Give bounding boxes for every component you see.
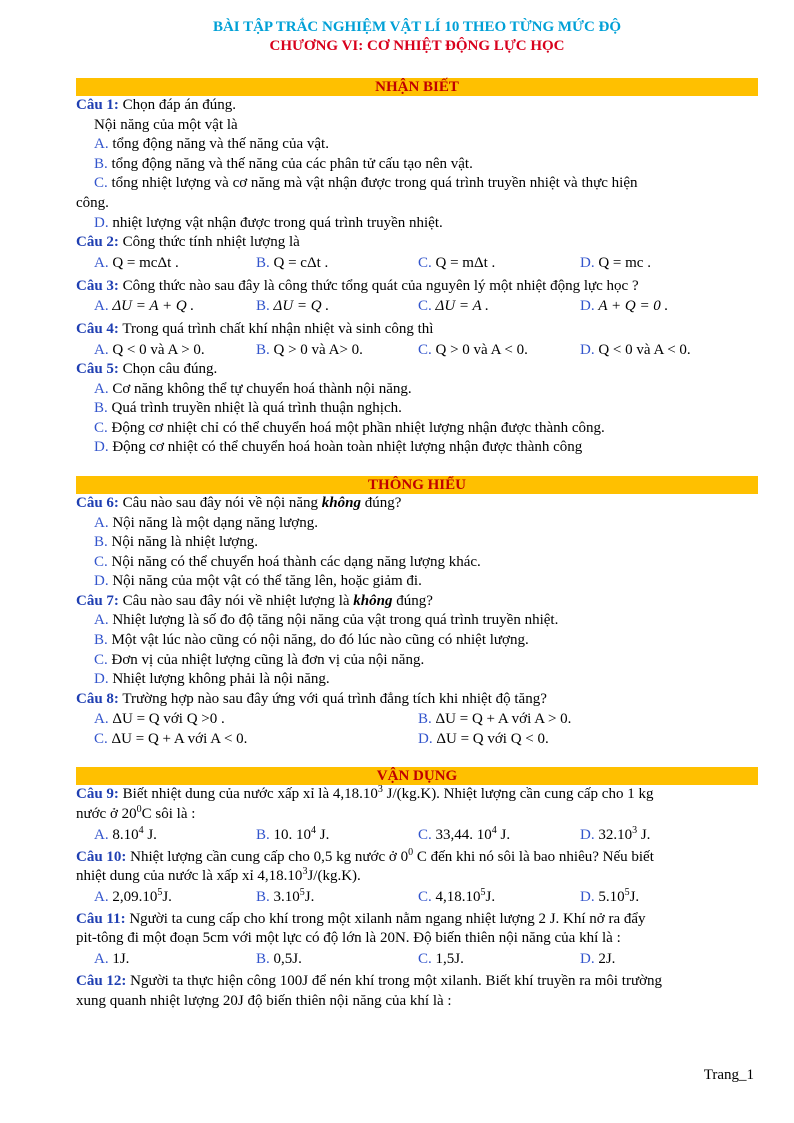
question-1-stem: Nội năng của một vật là xyxy=(94,116,238,133)
options-row xyxy=(76,949,758,969)
chapter-title: CHƯƠNG VI: CƠ NHIỆT ĐỘNG LỰC HỌC xyxy=(269,38,565,54)
option-c: C. ΔU = A . xyxy=(418,298,489,315)
option-d: D. 5.10$^5$J. xyxy=(580,886,640,905)
option-c: C. 4,18.10$^5$J. xyxy=(418,886,496,905)
question-label: Câu 1: xyxy=(76,97,119,113)
question-10: Câu 10: Nhiệt lượng cần cung cấp cho 0,5 kg nước ở $0^0$ C đến khi nó sôi là bao nhiêu? Nếu biết xyxy=(76,846,654,865)
option-d: D. A + Q = 0 . xyxy=(580,298,669,315)
options-row xyxy=(76,253,758,273)
option-d: D. 32.10$^3$ J. xyxy=(580,824,651,843)
question-text: Chọn đáp án đúng. xyxy=(118,97,236,113)
option-d: D. Q < 0 và A < 0. xyxy=(580,341,691,358)
section-band-thong-hieu: THÔNG HIỂU xyxy=(76,476,758,494)
option-d: D. Nhiệt lượng không phải là nội năng. xyxy=(94,671,330,688)
option-c: C. Động cơ nhiệt chỉ có thể chuyển hoá một phần nhiệt lượng nhận được thành công. xyxy=(94,419,605,436)
option-b: B. 0,5J. xyxy=(256,951,302,967)
option-c: C. 33,44. $10^4$ J. xyxy=(418,824,511,843)
option-b: B. ΔU = Q + A với A > 0. xyxy=(418,711,572,728)
option-c: C. Đơn vị của nhiệt lượng cũng là đơn vị của nội năng. xyxy=(94,651,425,668)
question-2: Câu 2: Công thức tính nhiệt lượng là xyxy=(76,234,300,251)
question-6: Câu 6: Câu nào sau đây nói về nội năng không đúng? xyxy=(76,494,402,511)
option-d: D. nhiệt lượng vật nhận được trong quá trình truyền nhiệt. xyxy=(94,214,443,231)
question-11-continued: pit-tông đi một đoạn 5cm với một lực có độ lớn là 20N. Độ biến thiên nội năng của khí là : xyxy=(76,930,621,947)
option-a: A. 8.10$^4$ J. xyxy=(94,824,157,843)
option-b: B. 10. $10^4$ J. xyxy=(256,824,330,843)
option-a: A. Nội năng là một dạng năng lượng. xyxy=(94,514,318,531)
question-8: Câu 8: Trường hợp nào sau đây ứng với quá trình đẳng tích khi nhiệt độ tăng? xyxy=(76,690,547,707)
question-9: Câu 9: Biết nhiệt dung của nước xấp xỉ là 4,18.10$^3$ J/(kg.K). Nhiệt lượng cần cung cấp cho 1 kg xyxy=(76,784,654,803)
option-b: B. Q = cΔt . xyxy=(256,254,329,271)
option-d: D. Q = mc . xyxy=(580,254,651,271)
option-a: A. ΔU = Q với Q >0 . xyxy=(94,711,225,728)
option-c: C. 1,5J. xyxy=(418,951,464,967)
option-b: B. Một vật lúc nào cũng có nội năng, do đó lúc nào cũng có nhiệt lượng. xyxy=(94,632,529,649)
option-c-continued: công. xyxy=(76,194,109,211)
options-row xyxy=(76,340,758,360)
option-b: B. Q > 0 và A> 0. xyxy=(256,341,363,358)
option-a: A. 1J. xyxy=(94,951,130,967)
options-row xyxy=(76,729,758,749)
option-d: D. Động cơ nhiệt có thể chuyển hoá hoàn toàn nhiệt lượng nhận được thành công xyxy=(94,439,583,456)
option-a: A. Nhiệt lượng là số đo độ tăng nội năng của vật trong quá trình truyền nhiệt. xyxy=(94,612,559,629)
option-c: C. Nội năng có thể chuyển hoá thành các dạng năng lượng khác. xyxy=(94,553,481,570)
options-row xyxy=(76,825,758,845)
option-a: A. ΔU = A + Q . xyxy=(94,298,195,315)
option-a: A. 2,09.10$^5$J. xyxy=(94,886,172,905)
option-b: B. Nội năng là nhiệt lượng. xyxy=(94,534,258,551)
doc-title: BÀI TẬP TRẮC NGHIỆM VẬT LÍ 10 THEO TỪNG MỨC ĐỘ xyxy=(212,19,622,35)
question-4: Câu 4: Trong quá trình chất khí nhận nhiệt và sinh công thì xyxy=(76,321,434,338)
option-b: B. ΔU = Q . xyxy=(256,298,330,315)
question-9-continued: nước ở $20^0C$ sôi là : xyxy=(76,804,196,823)
document-page xyxy=(76,14,758,1011)
option-a: A. Cơ năng không thể tự chuyển hoá thành nội năng. xyxy=(94,380,412,397)
option-d: D. Nội năng của một vật có thể tăng lên, hoặc giảm đi. xyxy=(94,573,422,590)
option-c: C. Q = mΔt . xyxy=(418,254,496,271)
option-a: A. tổng động năng và thế năng của vật. xyxy=(94,136,329,153)
option-c: C. Q > 0 và A < 0. xyxy=(418,341,528,358)
option-d: D. ΔU = Q với Q < 0. xyxy=(418,731,549,748)
question-3: Câu 3: Công thức nào sau đây là công thức tổng quát của nguyên lý một nhiệt động lực học ? xyxy=(76,277,639,294)
question-12: Câu 12: Người ta thực hiện công 100J để nén khí trong một xilanh. Biết khí truyền ra môi trường xyxy=(76,973,663,989)
options-row xyxy=(76,296,758,316)
question-12-continued: xung quanh nhiệt lượng 20J độ biến thiên nội năng của khí là : xyxy=(76,992,452,1009)
options-row xyxy=(76,887,758,907)
option-d: D. 2J. xyxy=(580,951,616,967)
option-b: B. Quá trình truyền nhiệt là quá trình thuận nghịch. xyxy=(94,400,402,417)
question-1 xyxy=(76,96,758,116)
option-a: A. Q < 0 và A > 0. xyxy=(94,341,205,358)
page-number: Trang_1 xyxy=(703,1067,754,1083)
question-11: Câu 11: Người ta cung cấp cho khí trong một xilanh nằm ngang nhiệt lượng 2 J. Khí nở ra đẩy xyxy=(76,910,646,927)
option-c: C. ΔU = Q + A với A < 0. xyxy=(94,731,248,748)
options-row xyxy=(76,709,758,729)
option-a: A. Q = mcΔt . xyxy=(94,254,179,271)
option-b: B. tổng động năng và thế năng của các phân tử cấu tạo nên vật. xyxy=(94,155,473,172)
section-band-van-dung: VẬN DỤNG xyxy=(76,767,758,785)
option-b: B. 3.10$^5$J. xyxy=(256,886,315,905)
question-7: Câu 7: Câu nào sau đây nói về nhiệt lượng là không đúng? xyxy=(76,592,433,609)
option-c: C. tổng nhiệt lượng và cơ năng mà vật nhận được trong quá trình truyền nhiệt và thực hiện xyxy=(94,175,638,192)
question-10-continued: nhiệt dung của nước là xấp xỉ 4,18.10$^3$J/(kg.K). xyxy=(76,866,361,885)
question-5: Câu 5: Chọn câu đúng. xyxy=(76,360,218,377)
section-band-nhan-biet: NHẬN BIẾT xyxy=(76,78,758,96)
